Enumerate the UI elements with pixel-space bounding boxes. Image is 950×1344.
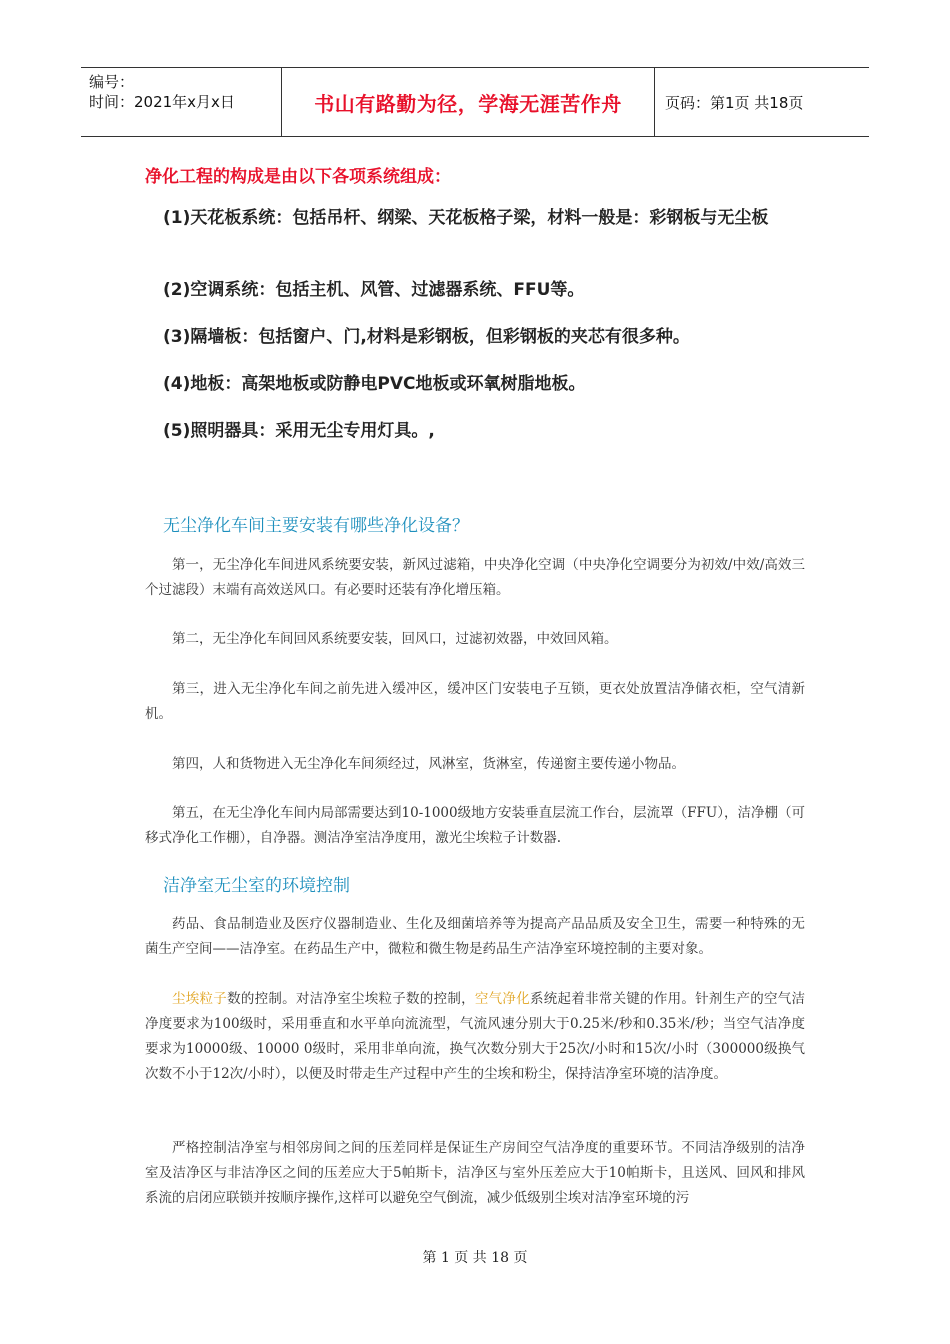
system-item: (3)隔墙板：包括窗户、门,材料是彩钢板，但彩钢板的夹芯有很多种。 — [163, 327, 690, 347]
system-item: (2)空调系统：包括主机、风管、过滤器系统、FFU等。 — [163, 280, 585, 300]
paragraph — [145, 987, 805, 1087]
header-meta — [81, 68, 281, 136]
section-heading: 无尘净化车间主要安装有哪些净化设备？ — [163, 516, 469, 536]
page-info: 页码：第1页 共18页 — [665, 93, 804, 112]
system-item: (4)地板：高架地板或防静电PVC地板或环氧树脂地板。 — [163, 374, 586, 394]
header-motto-cell — [281, 68, 655, 136]
paragraph: 第四，人和货物进入无尘净化车间须经过，风淋室，货淋室，传递窗主要传递小物品。 — [172, 756, 685, 772]
link-air-purification[interactable]: 空气净化 — [474, 991, 530, 1007]
paragraph: 药品、食品制造业及医疗仪器制造业、生化及细菌培养等为提高产品品质及安全卫生，需要一种特殊的无菌生产空间——洁净室。在药品生产中，微粒和微生物是药品生产洁净室环境控制的主要对象。 — [145, 916, 805, 957]
paragraph-text: 系统起着非常关键的作用。针剂生产的空气洁净度要求为100级时，采用垂直和水平单向流流型，气流风速分别大于0.25米/秒和0.35米/秒；当空气洁净度要求为10000级、10000 0级时，采用非单向流，换气次数分别大于25次/小时和15次/小时（300000级换气次数不小于12次/小时），以便及时带走生产过程中产生的尘埃和粉尘，保持洁净室环境的洁净度。 — [145, 991, 806, 1082]
paragraph: 第五，在无尘净化车间内局部需要达到10-1000级地方安装垂直层流工作台，层流罩（FFU），洁净棚（可移式净化工作棚），自净器。测洁净室洁净度用，激光尘埃粒子计数器. — [145, 805, 805, 846]
paragraph-text: 数的控制。对洁净室尘埃粒子数的控制， — [227, 991, 475, 1007]
paragraph: 第一，无尘净化车间进风系统要安装，新风过滤箱，中央净化空调（中央净化空调要分为初效/中效/高效三个过滤段）末端有高效送风口。有必要时还装有净化增压箱。 — [145, 557, 805, 598]
motto: 书山有路勤为径，学海无涯苦作舟 — [314, 91, 622, 116]
time-label: 时间：2021年x月x日 — [89, 93, 235, 111]
page-header — [81, 67, 869, 137]
link-dust-particles[interactable]: 尘埃粒子 — [172, 991, 228, 1007]
section-heading: 洁净室无尘室的环境控制 — [163, 876, 350, 896]
number-label: 编号： — [89, 73, 135, 91]
paragraph: 第三，进入无尘净化车间之前先进入缓冲区，缓冲区门安装电子互锁，更衣处放置洁净储衣柜，空气清新机。 — [145, 681, 805, 722]
page-footer: 第 1 页 共 18 页 — [422, 1250, 528, 1266]
paragraph: 严格控制洁净室与相邻房间之间的压差同样是保证生产房间空气洁净度的重要环节。不同洁净级别的洁净室及洁净区与非洁净区之间的压差应大于5帕斯卡，洁净区与室外压差应大于10帕斯卡，且送风、回风和排风系流的启闭应联锁并按顺序操作,这样可以避免空气倒流，减少低级别尘埃对洁净室环境的污 — [145, 1140, 805, 1206]
system-item: (5)照明器具：采用无尘专用灯具。, — [163, 421, 435, 441]
paragraph: 第二，无尘净化车间回风系统要安装，回风口，过滤初效器，中效回风箱。 — [172, 631, 618, 647]
intro-title: 净化工程的构成是由以下各项系统组成： — [145, 167, 451, 187]
system-item: (1)天花板系统：包括吊杆、纲梁、天花板格子梁，材料一般是：彩钢板与无尘板 — [163, 208, 769, 228]
